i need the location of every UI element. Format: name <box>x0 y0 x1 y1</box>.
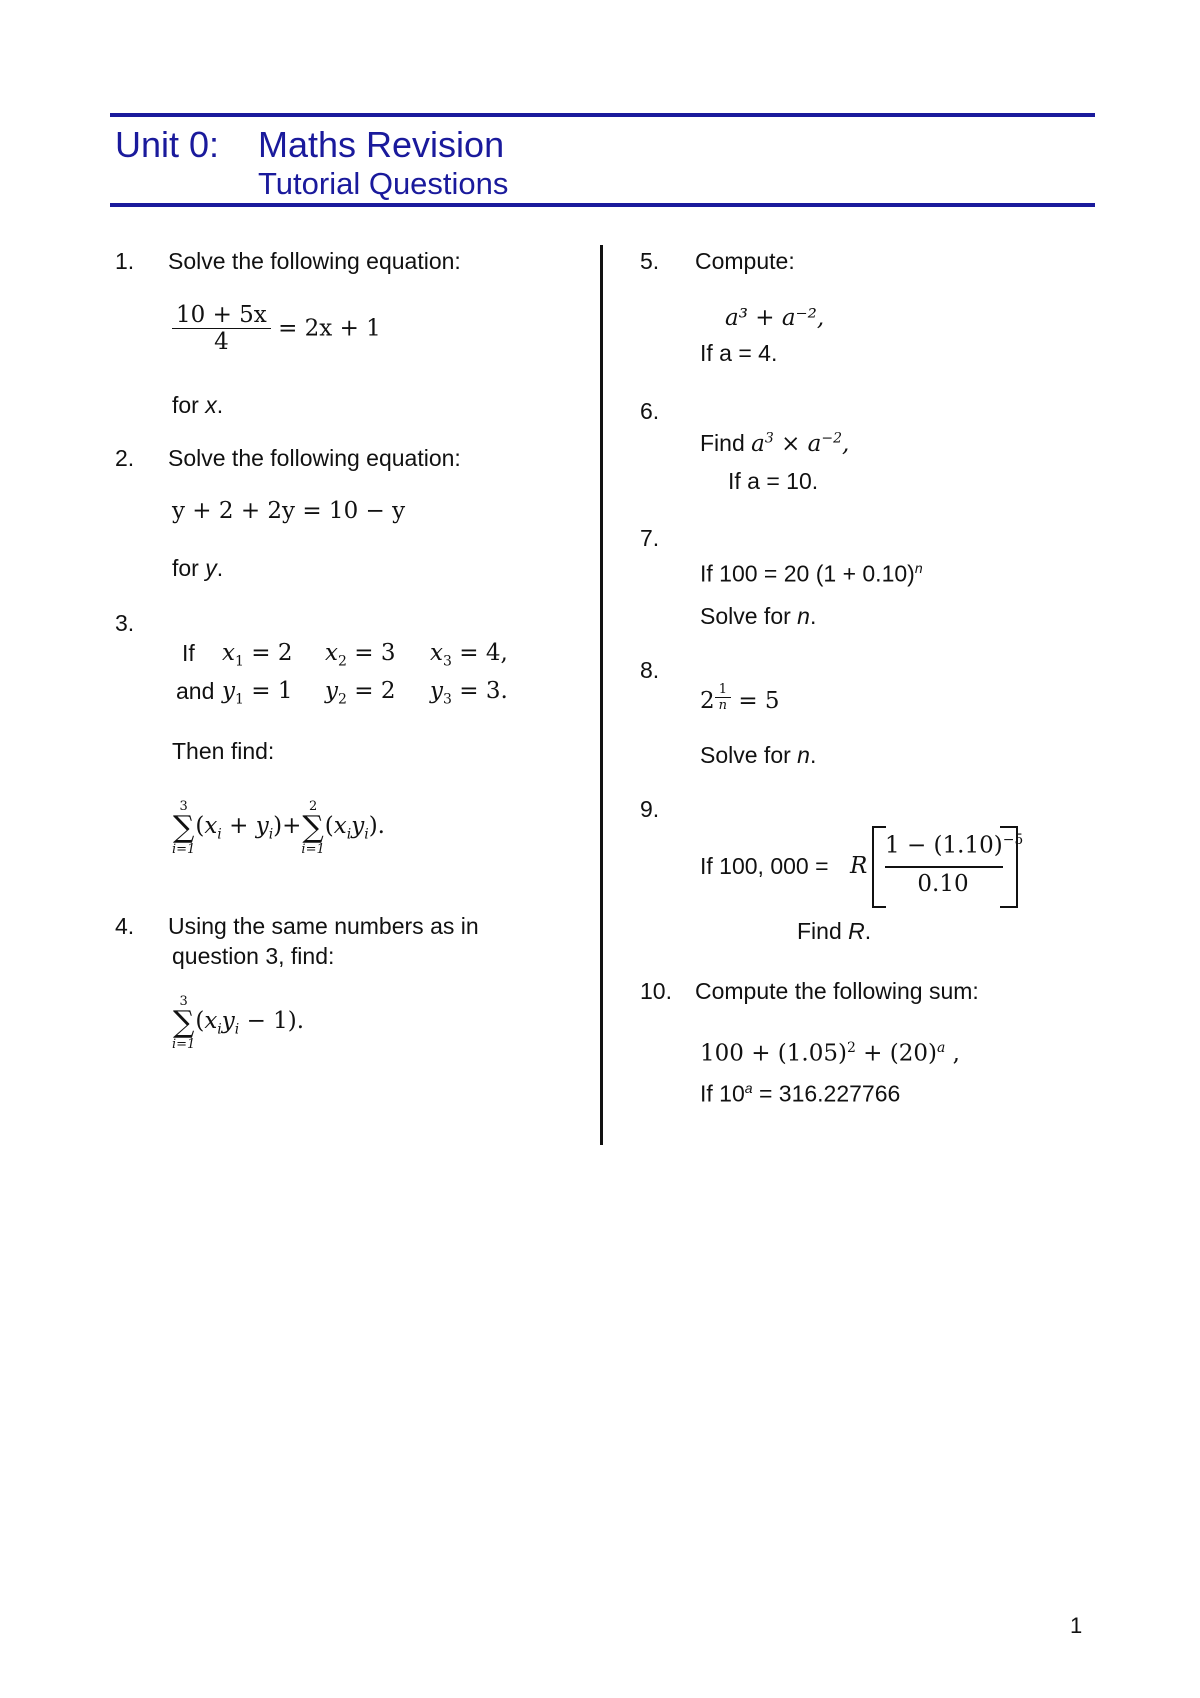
q3-number: 3. <box>115 610 135 636</box>
q6-condition: If a = 10. <box>728 468 819 494</box>
q1-fraction <box>172 302 271 355</box>
page-title: Maths Revision <box>258 124 505 165</box>
q9-lhs: If 100, 000 = <box>700 853 829 879</box>
q6-number: 6. <box>640 398 660 424</box>
column-divider <box>600 245 603 1145</box>
q3-if: If <box>182 640 195 666</box>
q2-equation: y + 2 + 2y = 10 − y <box>172 498 406 524</box>
q2-text: Solve the following equation: <box>168 445 461 471</box>
q3-x1: $x_1 = 2$ <box>222 640 293 670</box>
q7-number: 7. <box>640 525 660 551</box>
q1-rhs: = 2x + 1 <box>278 315 381 342</box>
q2-period: . <box>216 555 224 581</box>
q4-text-line1: Using the same numbers as in <box>168 913 479 939</box>
q7-expr: If 100 = 20 (1 + 0.10) <box>700 560 915 587</box>
q1-text: Solve the following equation: <box>168 248 461 274</box>
q10-number: 10. <box>640 978 672 1004</box>
q4-number: 4. <box>115 913 135 939</box>
q4-text-line2: question 3, find: <box>172 943 335 969</box>
q2-for-line <box>172 555 223 582</box>
q2-var: y <box>205 555 217 581</box>
q1-var: x <box>205 392 217 418</box>
q3-x2: $x_2 = 3$ <box>325 640 396 670</box>
q1-equation <box>172 302 381 355</box>
q1-period: . <box>216 392 224 418</box>
q9-number: 9. <box>640 796 660 822</box>
q9-var-R: R <box>850 853 868 879</box>
q5-number: 5. <box>640 248 660 274</box>
q9-fraction-bar <box>885 866 1003 868</box>
q8-expression: 2 $\frac{1}{n}$ = 5 <box>700 682 780 714</box>
q2-number: 2. <box>115 445 135 471</box>
q3-and: and <box>176 678 215 704</box>
q9-find: Find R. <box>797 918 872 944</box>
q1-for-label: for <box>172 392 199 418</box>
header-bottom-rule <box>110 203 1095 207</box>
header-top-rule <box>110 113 1095 117</box>
q7-expression <box>700 560 923 588</box>
q5-expression: a³ + a⁻², <box>725 305 825 331</box>
q7-exponent: n <box>914 560 923 576</box>
q1-for-line <box>172 392 223 419</box>
q3-x3: $x_3 = 4$, <box>430 640 508 670</box>
q3-y1: $y_1 = 1$ <box>222 678 293 708</box>
q8-number: 8. <box>640 657 660 683</box>
q1-denominator: 4 <box>172 328 271 355</box>
page-subtitle: Tutorial Questions <box>258 166 509 201</box>
q3-y3: $y_3 = 3$. <box>430 678 508 708</box>
q3-sigma-1: 3 ∑ i=1 <box>172 799 196 857</box>
q3-sigma-2: 2 ∑ i=1 <box>301 799 325 857</box>
q4-sum-expression: 3 ∑ i=1 $(x_iy_i - 1)$. <box>172 994 305 1052</box>
q3-y2: $y_2 = 2$ <box>325 678 396 708</box>
unit-label: Unit 0: <box>115 124 220 165</box>
q6-find: Find <box>700 430 745 456</box>
q5-condition: If a = 4. <box>700 340 778 366</box>
q9-numerator: $1 - (1.10)^{-5}$ <box>885 832 1024 859</box>
q3-then-find: Then find: <box>172 738 275 764</box>
q10-text: Compute the following sum: <box>695 978 979 1004</box>
q1-numerator: 10 + 5x <box>176 302 267 328</box>
q10-condition: If $10^a = 316.227766$ <box>700 1080 901 1107</box>
q6-expression: Find $a^3 \times a^{-2}$, <box>700 430 850 457</box>
q4-sigma: 3 ∑ i=1 <box>172 994 196 1052</box>
page-number: 1 <box>1070 1613 1083 1638</box>
q10-expression: $100 + (1.05)^2 + (20)^a$ , <box>700 1040 960 1067</box>
q7-solve: Solve for n. <box>700 603 817 629</box>
q5-text: Compute: <box>695 248 795 274</box>
q1-number: 1. <box>115 248 135 274</box>
q2-for-label: for <box>172 555 199 581</box>
q8-solve: Solve for n. <box>700 742 817 768</box>
q3-sum-expression: 3 ∑ i=1 $(x_i + y_i)+$ 2 ∑ i=1 $(x_iy_i)$. <box>172 799 385 857</box>
q9-denominator: 0.10 <box>917 871 969 897</box>
